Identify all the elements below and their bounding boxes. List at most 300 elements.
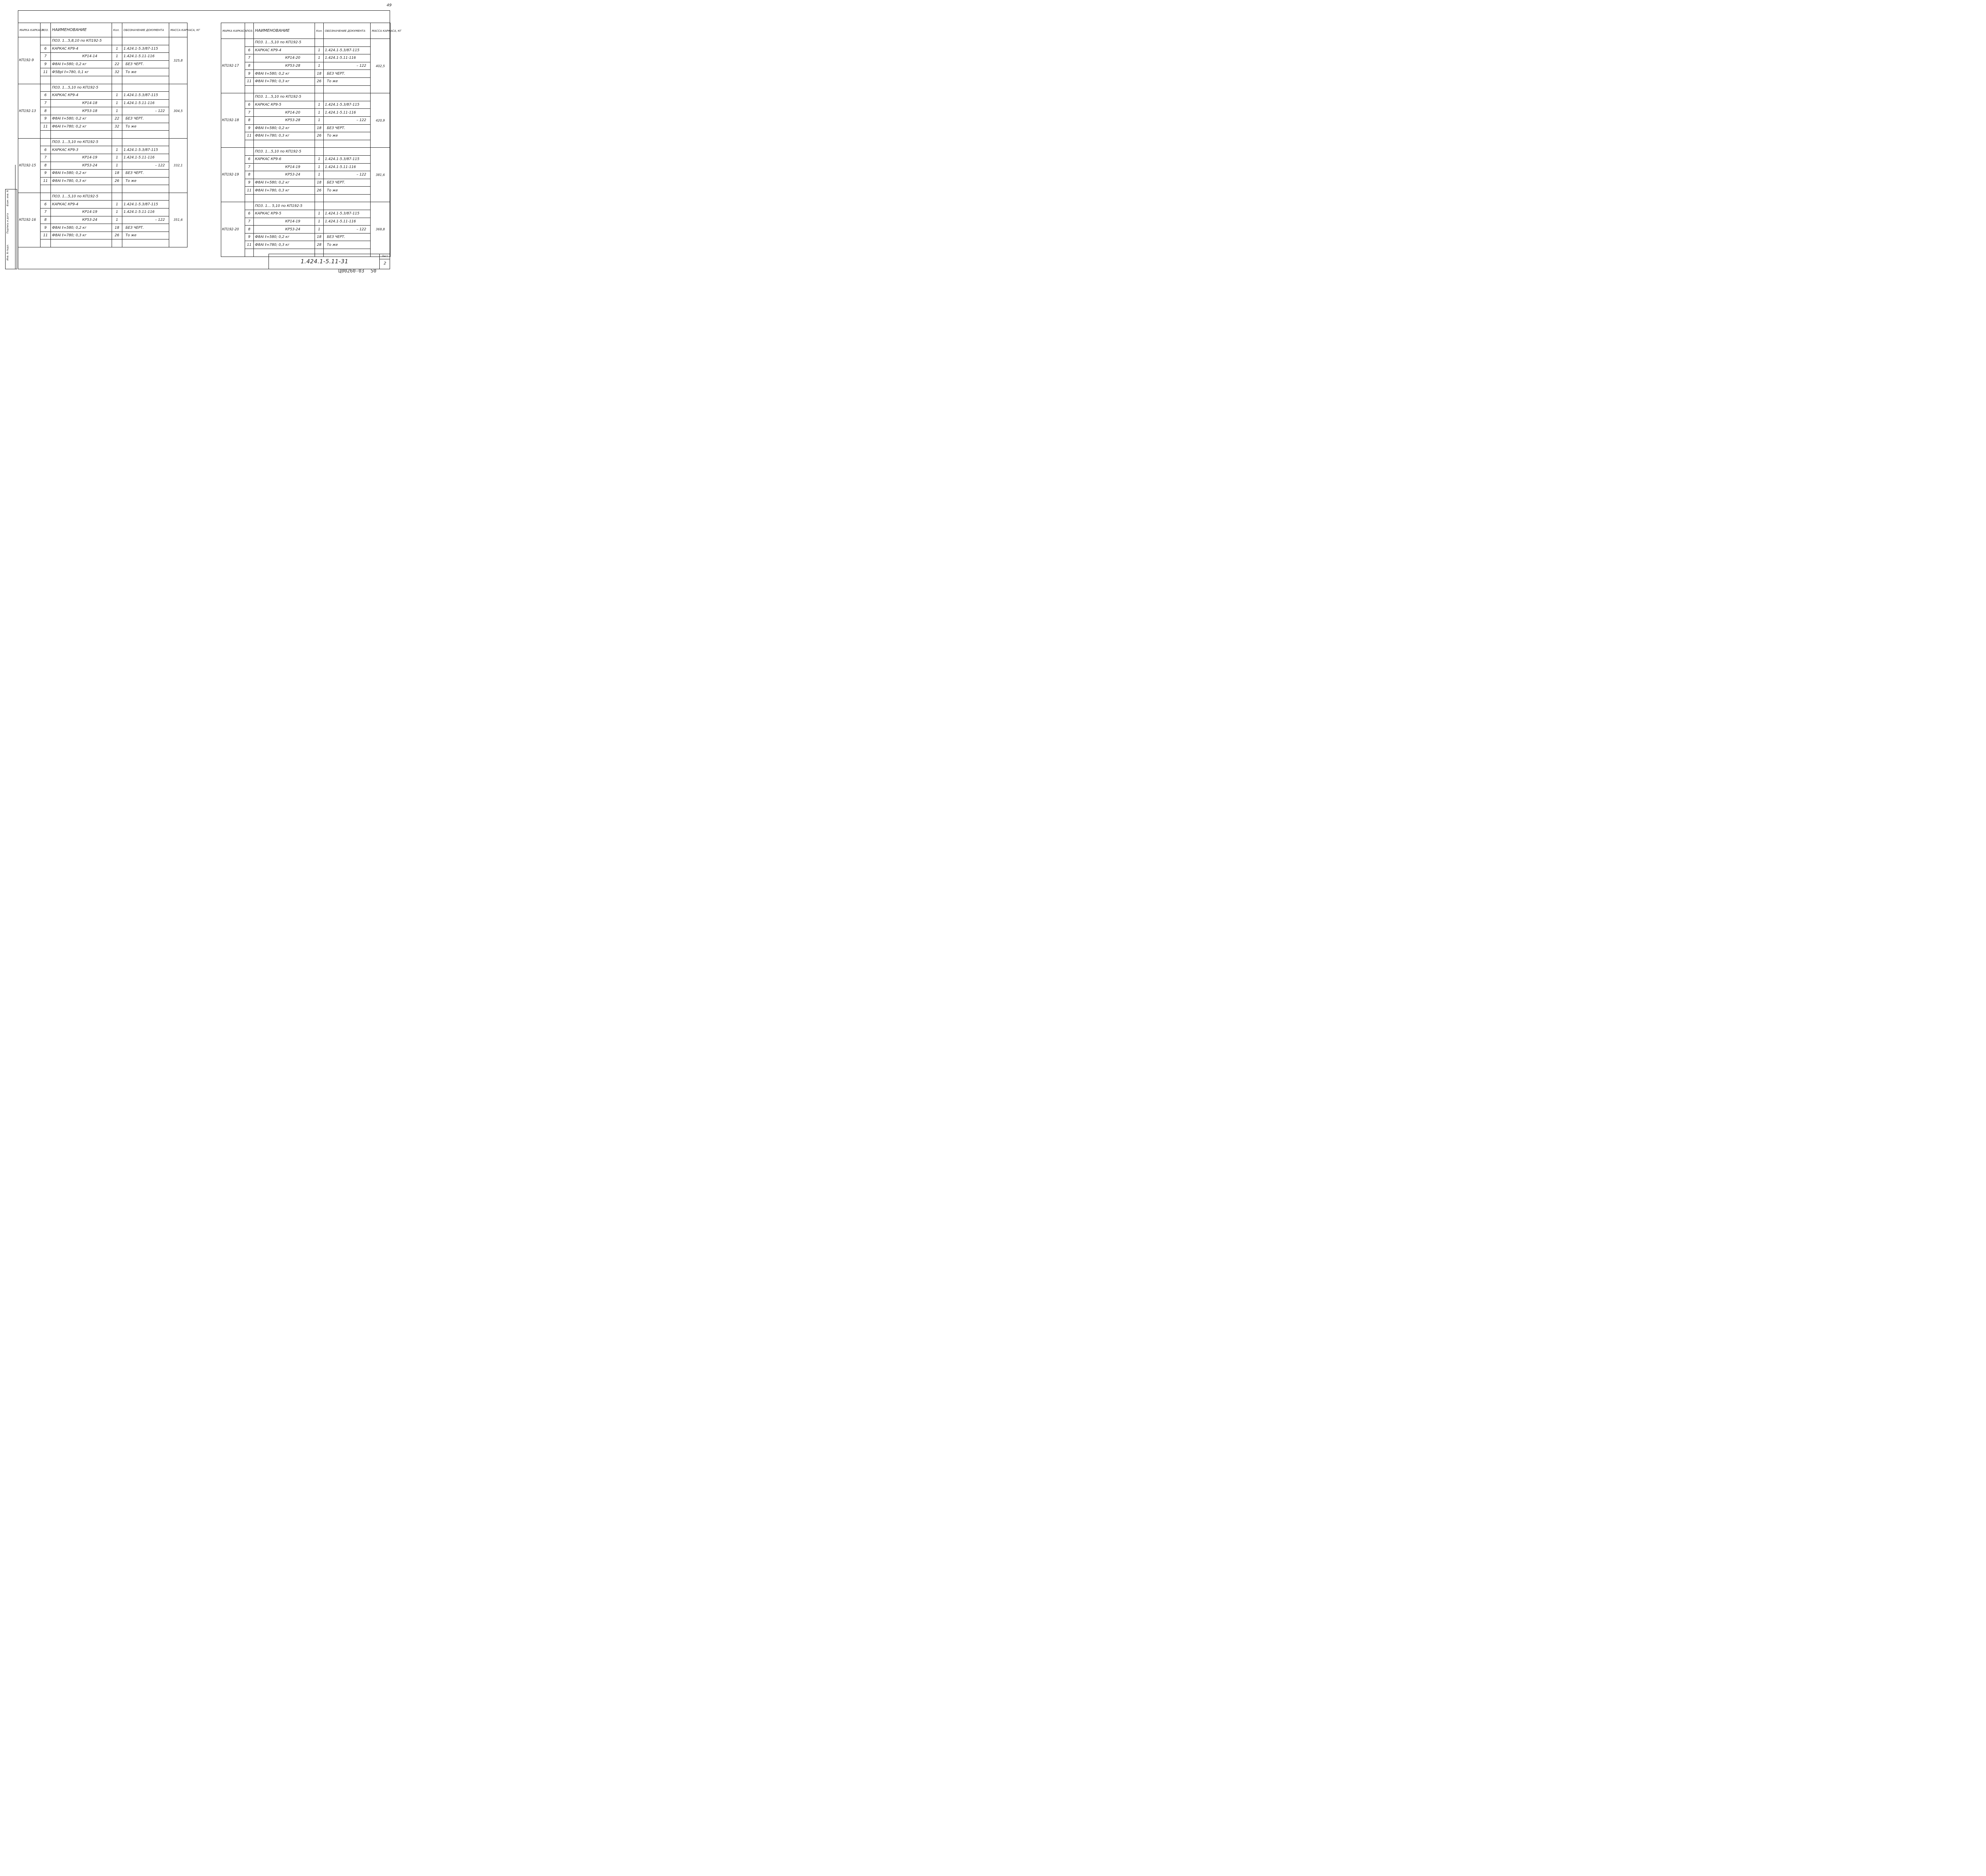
item-name: Ф8АI ℓ=580; 0,2 кг (51, 170, 112, 178)
blank-row (18, 131, 187, 139)
blank-row (221, 140, 390, 148)
qty-cell (112, 193, 122, 201)
document-cell: 1.424.1-5.3/87-115 (324, 210, 371, 218)
position-cell: 7 (41, 154, 51, 162)
blank-row (18, 239, 187, 247)
item-name: КР53-24 (51, 162, 112, 170)
table-row (221, 77, 390, 85)
quantity-cell: 1 (315, 163, 324, 171)
empty-cell (112, 131, 122, 139)
empty-cell (51, 131, 112, 139)
empty-cell (245, 249, 254, 257)
quantity-cell: 1 (315, 218, 324, 226)
quantity-cell: 1 (112, 107, 122, 115)
spec-table-left (18, 23, 200, 247)
position-cell: 7 (41, 208, 51, 216)
empty-cell (112, 76, 122, 84)
position-cell: 11 (41, 123, 51, 131)
header-pos: ПОЗ. (245, 23, 254, 39)
frame-mass: 402,5 (371, 39, 390, 93)
frame-mass: 332,1 (169, 138, 187, 193)
quantity-cell: 1 (315, 171, 324, 179)
doc-cell (324, 39, 371, 47)
quantity-cell: 32 (112, 68, 122, 76)
table-row (221, 54, 390, 62)
position-cell: 8 (41, 107, 51, 115)
table-row (221, 171, 390, 179)
empty-cell (254, 140, 315, 148)
group-ref-row (18, 193, 187, 201)
doc-cell (324, 148, 371, 156)
position-cell: 8 (245, 62, 254, 70)
item-name: КАРКАС КР9-4 (51, 201, 112, 208)
document-cell: 1.424.1-5.3/87-115 (122, 146, 169, 154)
empty-cell (254, 85, 315, 93)
document-cell: – 122 (122, 107, 169, 115)
item-name: КАРКАС КР9-5 (254, 101, 315, 109)
empty-cell (41, 185, 51, 193)
header-name: НАИМЕНОВАНИЕ (51, 23, 112, 37)
empty-cell (122, 239, 169, 247)
item-name: Ф8АI ℓ=580; 0,2 кг (254, 233, 315, 241)
position-cell: 9 (41, 170, 51, 178)
archive-number (338, 268, 376, 274)
table-row (18, 208, 187, 216)
empty-cell (51, 76, 112, 84)
document-cell: 1.424.1-5.11-116 (122, 99, 169, 107)
quantity-cell: 1 (315, 210, 324, 218)
empty-cell (324, 140, 371, 148)
table-row (221, 233, 390, 241)
quantity-cell: 1 (112, 45, 122, 53)
frame-mark: КП192-19 (221, 148, 245, 202)
spine-label-replace: Взам. инв. N (6, 190, 9, 207)
table-row (18, 177, 187, 185)
document-cell: 1.424.1-5.3/87-115 (122, 201, 169, 208)
archive-page: 50 (371, 268, 377, 274)
table-row (18, 216, 187, 224)
empty-cell (315, 140, 324, 148)
pos-cell (41, 138, 51, 146)
qty-cell (315, 39, 324, 47)
table-row (221, 62, 390, 70)
position-cell: 11 (245, 241, 254, 249)
empty-cell (122, 185, 169, 193)
group-reference: ПОЗ. 1… 5,10 по КП192-5 (254, 202, 315, 210)
position-cell: 11 (245, 187, 254, 195)
sheet-number: 2 (383, 261, 386, 266)
group-reference: ПОЗ. 1…5,10 по КП192-5 (254, 39, 315, 47)
table-row (18, 146, 187, 154)
item-name: КР14-20 (254, 109, 315, 117)
empty-cell (324, 194, 371, 202)
document-cell: – 122 (324, 226, 371, 234)
document-cell: То же (324, 77, 371, 85)
quantity-cell: 1 (112, 208, 122, 216)
blank-row (221, 194, 390, 202)
table-row (221, 132, 390, 140)
document-cell: 1.424.1-5.3/87-115 (122, 45, 169, 53)
document-cell: 1.424.1-5.11-116 (324, 163, 371, 171)
quantity-cell: 18 (315, 124, 324, 132)
spec-table-right (221, 23, 402, 257)
item-name: КР14-19 (51, 154, 112, 162)
item-name: КР53-28 (254, 116, 315, 124)
frame-mark: КП192-16 (18, 193, 41, 247)
quantity-cell: 1 (315, 116, 324, 124)
table-row (18, 68, 187, 76)
position-cell: 7 (245, 54, 254, 62)
title-block (269, 254, 390, 269)
document-code: 1.424.1-5.11-31 (301, 259, 349, 265)
item-name: КР14-18 (51, 99, 112, 107)
position-cell: 6 (41, 45, 51, 53)
archive-code: Ц00260-03 (338, 268, 365, 274)
item-name: КР14-20 (254, 54, 315, 62)
item-name: КАРКАС КР9-4 (51, 92, 112, 100)
position-cell: 8 (245, 116, 254, 124)
pos-cell (41, 37, 51, 45)
quantity-cell: 1 (315, 226, 324, 234)
position-cell: 6 (245, 210, 254, 218)
quantity-cell: 1 (315, 62, 324, 70)
table-row (18, 232, 187, 239)
quantity-cell: 26 (315, 132, 324, 140)
quantity-cell: 1 (315, 109, 324, 117)
table-row (221, 155, 390, 163)
doc-cell (122, 84, 169, 92)
quantity-cell: 1 (315, 54, 324, 62)
position-cell: 7 (41, 53, 51, 61)
document-cell: То же (122, 232, 169, 239)
empty-cell (112, 239, 122, 247)
frame-mass: 304,5 (169, 84, 187, 138)
position-cell: 6 (245, 155, 254, 163)
position-cell: 6 (245, 46, 254, 54)
quantity-cell: 22 (112, 60, 122, 68)
quantity-cell: 1 (112, 99, 122, 107)
table-row (221, 116, 390, 124)
table-row (18, 170, 187, 178)
item-name: Ф8АI ℓ=580; 0,2 кг (254, 179, 315, 187)
page-number: 49 (386, 3, 392, 8)
document-cell: – 122 (324, 116, 371, 124)
position-cell: 7 (245, 163, 254, 171)
group-ref-row (18, 138, 187, 146)
quantity-cell: 22 (112, 115, 122, 123)
header-qty: Кол. (315, 23, 324, 39)
group-ref-row (221, 93, 390, 101)
table-row (221, 187, 390, 195)
frame-mark: КП192-15 (18, 138, 41, 193)
document-cell: 1.424.1-5.3/87-115 (324, 101, 371, 109)
quantity-cell: 26 (112, 232, 122, 239)
spine-label-inv: Инв. N подл. (6, 244, 9, 261)
position-cell: 6 (245, 101, 254, 109)
quantity-cell: 1 (112, 201, 122, 208)
empty-cell (245, 140, 254, 148)
empty-cell (41, 76, 51, 84)
header-doc: ОБОЗНАЧЕНИЕ ДОКУМЕНТА (324, 23, 371, 39)
document-cell: 1.424.1-5.11-116 (122, 154, 169, 162)
item-name: Ф8АI ℓ=580; 0,2 кг (51, 224, 112, 232)
quantity-cell: 1 (112, 146, 122, 154)
item-name: КАРКАС КР9-6 (254, 155, 315, 163)
pos-cell (245, 148, 254, 156)
item-name: Ф5ВрI ℓ=780, 0,1 кг (51, 68, 112, 76)
quantity-cell: 18 (315, 179, 324, 187)
quantity-cell: 1 (315, 101, 324, 109)
group-ref-row (18, 84, 187, 92)
frame-mass: 420,9 (371, 93, 390, 148)
item-name: КР53-24 (254, 171, 315, 179)
pos-cell (41, 193, 51, 201)
document-cell: БЕЗ ЧЕРТ. (122, 60, 169, 68)
group-reference: ПОЗ. 1…5,10 по КП192-5 (254, 93, 315, 101)
empty-cell (254, 194, 315, 202)
quantity-cell: 1 (315, 155, 324, 163)
position-cell: 11 (41, 177, 51, 185)
document-cell: БЕЗ ЧЕРТ. (122, 170, 169, 178)
qty-cell (112, 84, 122, 92)
item-name: Ф8АI ℓ=780; 0,3 кг (254, 132, 315, 140)
item-name: Ф8АI ℓ=780, 0,3 кг (254, 187, 315, 195)
header-mass: МАССА КАРКАСА, КГ (371, 23, 390, 39)
document-cell: 1.424.1-5.11-116 (122, 53, 169, 61)
header-qty: Кол. (112, 23, 122, 37)
item-name: Ф8АI ℓ=780; 0,3 кг (254, 241, 315, 249)
document-cell: 1.424.1-5.11-116 (324, 54, 371, 62)
header-mark: МАРКА КАРКАСА (18, 23, 41, 37)
item-name: КР14-14 (51, 53, 112, 61)
table-row (18, 53, 187, 61)
table-row (18, 60, 187, 68)
item-name: КР53-28 (254, 62, 315, 70)
document-cell: То же (122, 68, 169, 76)
frame-mark: КП192-18 (221, 93, 245, 148)
empty-cell (245, 194, 254, 202)
quantity-cell: 18 (112, 224, 122, 232)
item-name: Ф6АI ℓ=780; 0,2 кг (51, 123, 112, 131)
frame-mark: КП192-20 (221, 202, 245, 257)
item-name: КАРКАС КР9-4 (254, 46, 315, 54)
document-cell: 1.424.1-5.3/87-115 (324, 155, 371, 163)
group-reference: ПОЗ. 1…5,10 по КП192-5 (51, 138, 112, 146)
frame-mass: 381,6 (371, 148, 390, 202)
doc-cell (122, 193, 169, 201)
empty-cell (315, 194, 324, 202)
group-reference: ПОЗ. 1…5,10 по КП192-5 (254, 148, 315, 156)
quantity-cell: 1 (315, 46, 324, 54)
table-row (18, 201, 187, 208)
header-doc: ОБОЗНАЧЕНИЕ ДОКУМЕНТА (122, 23, 169, 37)
item-name: Ф8АI ℓ=780, 0,3 кг (51, 177, 112, 185)
table-row (18, 107, 187, 115)
position-cell: 6 (41, 146, 51, 154)
document-cell: То же (122, 177, 169, 185)
table-row (221, 179, 390, 187)
position-cell: 11 (41, 68, 51, 76)
item-name: Ф8АI ℓ=580; 0,2 кг (51, 115, 112, 123)
spine-label-sign: Подпись и дата (6, 213, 9, 234)
table-row (18, 115, 187, 123)
position-cell: 11 (245, 77, 254, 85)
position-cell: 9 (245, 124, 254, 132)
item-name: КР53-24 (51, 216, 112, 224)
document-cell: То же (324, 187, 371, 195)
item-name: КАРКАС КР9-5 (254, 210, 315, 218)
quantity-cell: 28 (315, 241, 324, 249)
document-cell: 1.424.1-5.11-116 (122, 208, 169, 216)
doc-cell (324, 202, 371, 210)
pos-cell (245, 39, 254, 47)
table-row (221, 241, 390, 249)
quantity-cell: 18 (112, 170, 122, 178)
document-cell: – 122 (122, 162, 169, 170)
document-cell: БЕЗ ЧЕРТ. (324, 233, 371, 241)
frame-mass: 369,8 (371, 202, 390, 257)
table-row (221, 226, 390, 234)
document-cell: БЕЗ ЧЕРТ. (324, 179, 371, 187)
item-name: КР14-19 (51, 208, 112, 216)
doc-cell (324, 93, 371, 101)
position-cell: 7 (245, 218, 254, 226)
frame-mark: КП192-9 (18, 37, 41, 84)
pos-cell (245, 93, 254, 101)
document-cell: То же (324, 241, 371, 249)
quantity-cell: 18 (315, 233, 324, 241)
position-cell: 9 (245, 70, 254, 78)
empty-cell (122, 76, 169, 84)
group-reference: ПОЗ. 1…5,10 по КП192-5 (51, 84, 112, 92)
table-row (18, 92, 187, 100)
table-row (18, 154, 187, 162)
position-cell: 6 (41, 201, 51, 208)
position-cell: 9 (245, 179, 254, 187)
empty-cell (315, 85, 324, 93)
item-name: КР53-18 (51, 107, 112, 115)
position-cell: 11 (245, 132, 254, 140)
group-reference: ПОЗ. 1…5,10 по КП192-5 (51, 193, 112, 201)
position-cell: 9 (245, 233, 254, 241)
item-name: Ф8АI ℓ=580; 0,2 кг (254, 124, 315, 132)
item-name: КР14-19 (254, 218, 315, 226)
group-ref-row (221, 39, 390, 47)
quantity-cell: 18 (315, 70, 324, 78)
quantity-cell: 1 (112, 162, 122, 170)
quantity-cell: 26 (112, 177, 122, 185)
qty-cell (315, 202, 324, 210)
document-cell: БЕЗ ЧЕРТ. (324, 70, 371, 78)
table-row (18, 224, 187, 232)
header-pos: ПОЗ. (41, 23, 51, 37)
qty-cell (112, 37, 122, 45)
blank-row (221, 85, 390, 93)
blank-row (18, 185, 187, 193)
group-ref-row (221, 202, 390, 210)
group-reference: ПОЗ. 1…5,8,10 по КП192-5 (51, 37, 112, 45)
document-cell: То же (324, 132, 371, 140)
table-row (221, 210, 390, 218)
empty-cell (41, 239, 51, 247)
quantity-cell: 1 (112, 216, 122, 224)
table-row (18, 162, 187, 170)
item-name: Ф8АI ℓ=580; 0,2 кг (254, 70, 315, 78)
doc-cell (122, 37, 169, 45)
blank-row (18, 76, 187, 84)
item-name: Ф8АI ℓ=780; 0,3 кг (254, 77, 315, 85)
table-row (221, 124, 390, 132)
empty-cell (324, 85, 371, 93)
document-cell: 1.424.1-5.3/87-115 (324, 46, 371, 54)
item-name: КАРКАС КР9-3 (51, 146, 112, 154)
position-cell: 8 (245, 226, 254, 234)
document-cell: 1.424.1-5.11-116 (324, 109, 371, 117)
empty-cell (51, 185, 112, 193)
table-row (221, 163, 390, 171)
header-mark: МАРКА КАРКАСА (221, 23, 245, 39)
document-cell: БЕЗ ЧЕРТ. (122, 115, 169, 123)
empty-cell (112, 185, 122, 193)
frame-mark: КП192-13 (18, 84, 41, 138)
table-row (221, 70, 390, 78)
item-name: Ф8АI ℓ=780; 0,3 кг (51, 232, 112, 239)
document-cell: – 122 (324, 171, 371, 179)
item-name: КАРКАС КР9-4 (51, 45, 112, 53)
header-name: НАИМЕНОВАНИЕ (254, 23, 315, 39)
item-name: КР53-24 (254, 226, 315, 234)
frame-mass: 325,8 (169, 37, 187, 84)
qty-cell (315, 93, 324, 101)
document-cell: БЕЗ ЧЕРТ. (324, 124, 371, 132)
qty-cell (112, 138, 122, 146)
pos-cell (245, 202, 254, 210)
header-mass: МАССА КАРКАСА, КГ (169, 23, 187, 37)
position-cell: 8 (245, 171, 254, 179)
table-row (221, 109, 390, 117)
table-row (18, 99, 187, 107)
table-row (221, 218, 390, 226)
document-cell: – 122 (324, 62, 371, 70)
quantity-cell: 1 (112, 154, 122, 162)
doc-cell (122, 138, 169, 146)
frame-mark: КП192-17 (221, 39, 245, 93)
document-cell: – 122 (122, 216, 169, 224)
table-row (221, 46, 390, 54)
empty-cell (122, 131, 169, 139)
position-cell: 6 (41, 92, 51, 100)
position-cell: 9 (41, 115, 51, 123)
item-name: КР14-19 (254, 163, 315, 171)
quantity-cell: 1 (112, 92, 122, 100)
position-cell: 9 (41, 60, 51, 68)
frame-mass: 351,6 (169, 193, 187, 247)
empty-cell (245, 85, 254, 93)
position-cell: 8 (41, 216, 51, 224)
quantity-cell: 32 (112, 123, 122, 131)
position-cell: 8 (41, 162, 51, 170)
item-name: Ф8АI ℓ=580; 0,2 кг (51, 60, 112, 68)
empty-cell (51, 239, 112, 247)
position-cell: 7 (245, 109, 254, 117)
empty-cell (41, 131, 51, 139)
group-ref-row (18, 37, 187, 45)
qty-cell (315, 148, 324, 156)
position-cell: 7 (41, 99, 51, 107)
spine-stamp (5, 189, 17, 269)
pos-cell (41, 84, 51, 92)
table-row (221, 101, 390, 109)
